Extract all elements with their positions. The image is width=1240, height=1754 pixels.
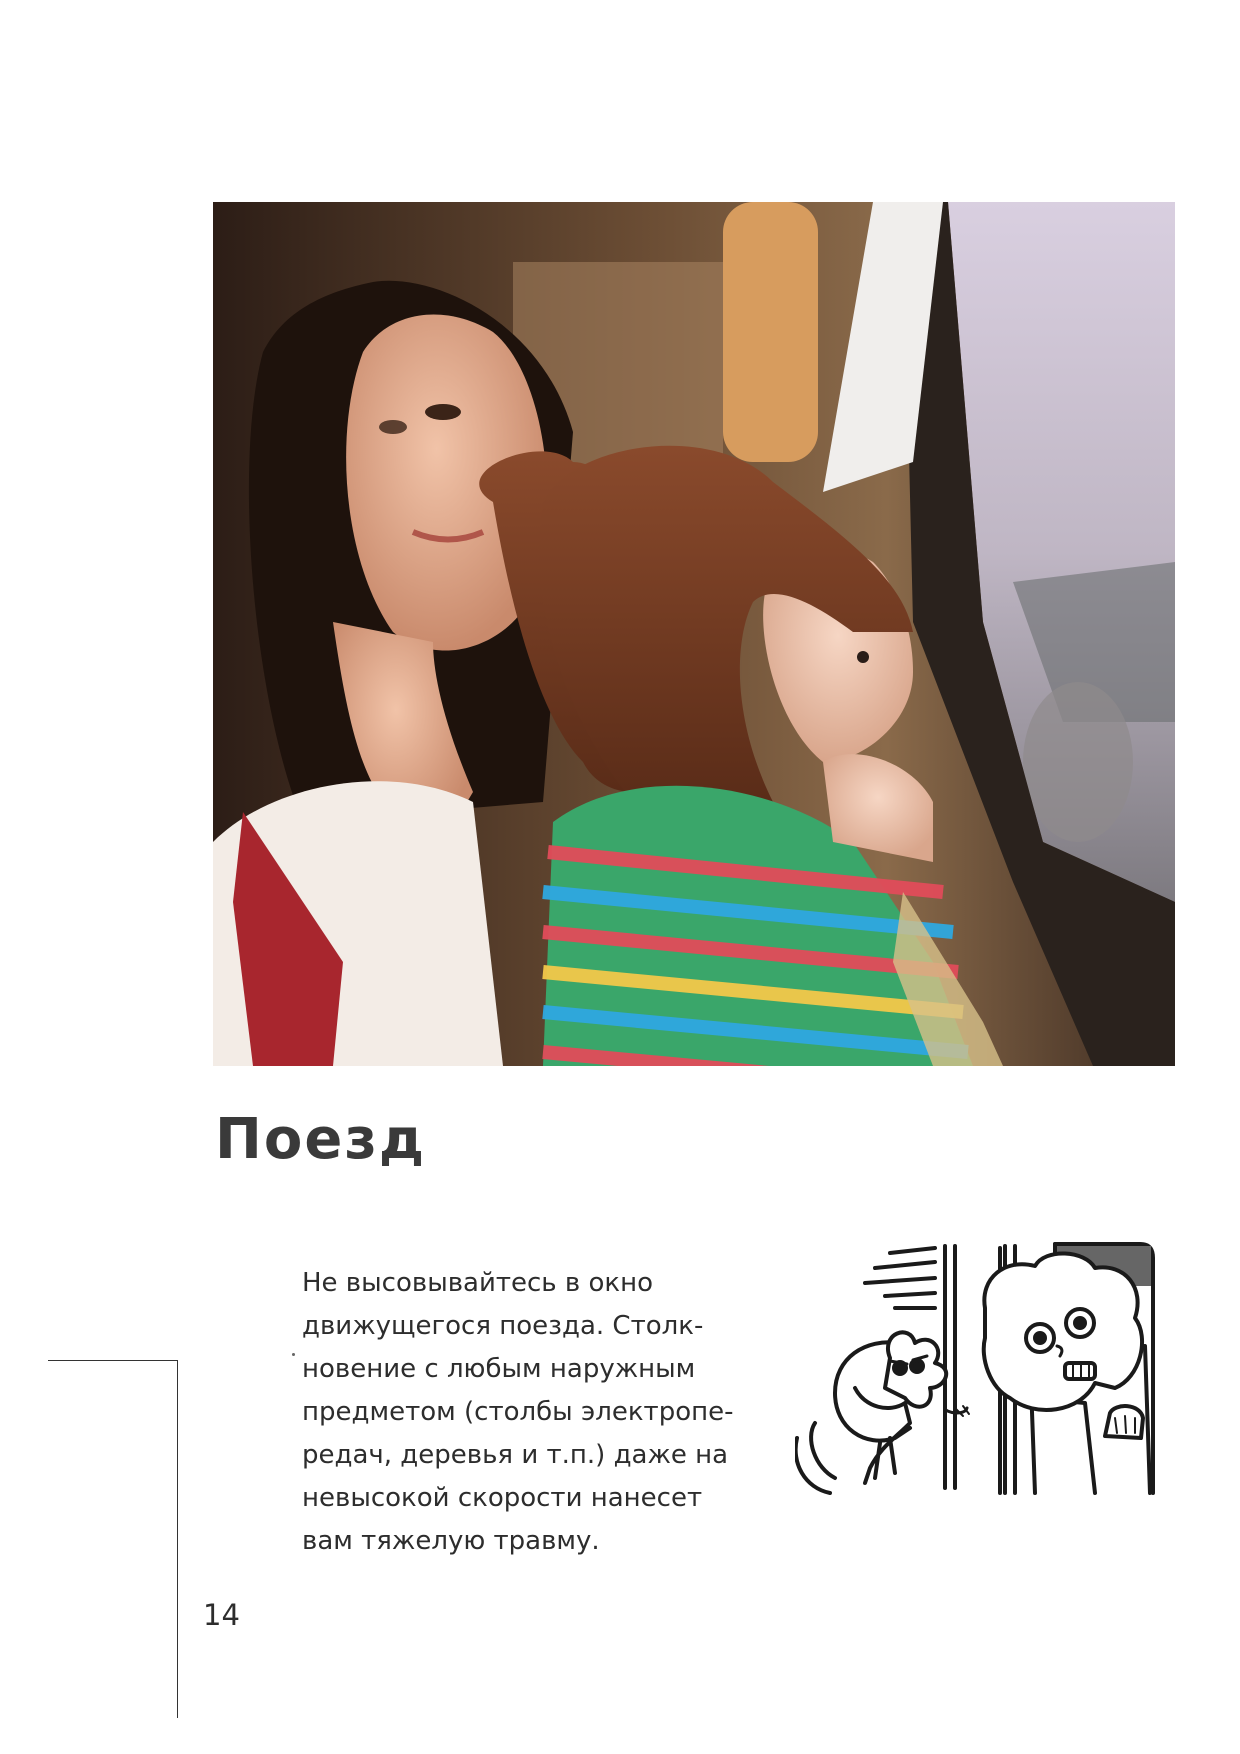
safety-text-line: редач, деревья и т.п.) даже на [302,1440,729,1470]
photo-mother-child-train-window [213,202,1175,1066]
safety-text-line: вам тяжелую травму. [302,1526,600,1556]
margin-rule-vertical [177,1360,178,1718]
scan-speck [292,1353,295,1356]
margin-rule-horizontal [48,1360,178,1361]
safety-text-line: новение с любым наружным [302,1354,696,1384]
cartoon-boy-at-train-window [795,1238,1155,1498]
page-title: Поезд [215,1107,427,1172]
safety-text [302,1262,772,1563]
safety-text-line: движущегося поезда. Столк- [302,1311,704,1341]
safety-text-line: Не высовывайтесь в окно [302,1268,653,1298]
page-number: 14 [203,1598,240,1632]
safety-text-line: невысокой скорости нанесет [302,1483,703,1513]
safety-text-line: предметом (столбы электропе- [302,1397,734,1427]
